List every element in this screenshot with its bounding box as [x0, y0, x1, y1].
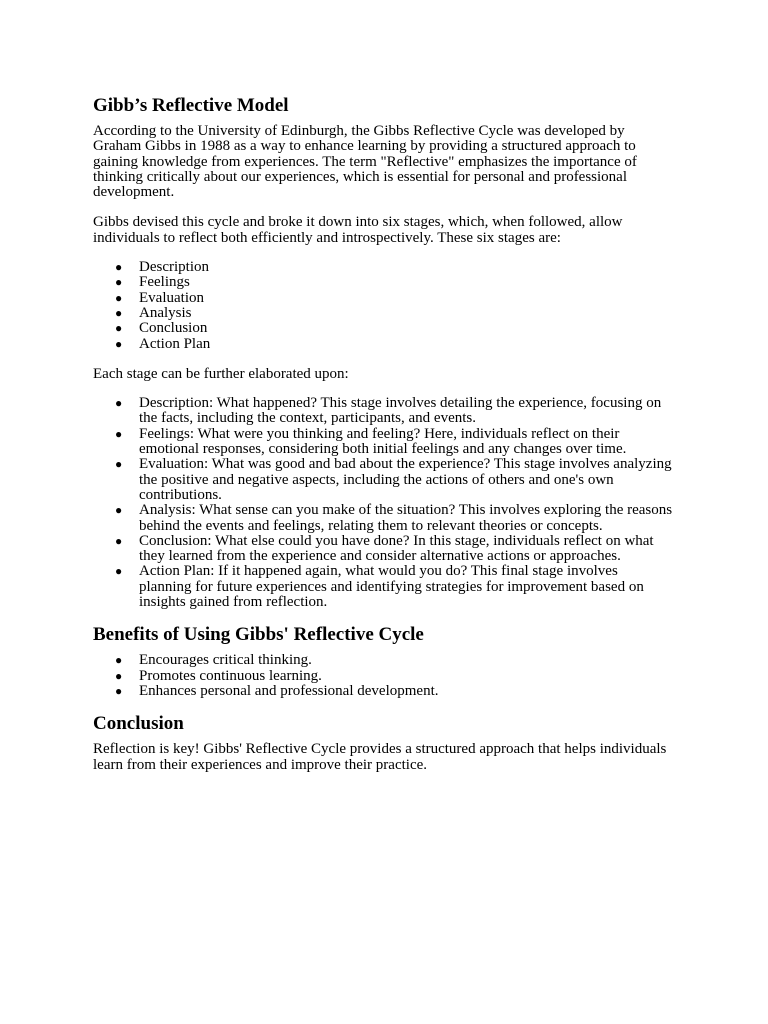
stage-detail-text: Evaluation: What was good and bad about the experience? This stage involves analyzing the positive and negative aspects, including the actions of others and one's own contributions. [139, 456, 672, 503]
stage-details-list [93, 396, 673, 610]
intro-paragraph: According to the University of Edinburgh, the Gibbs Reflective Cycle was developed by Graham Gibbs in 1988 as a way to enhance learning by providing a structured approach to gaining knowledge from experiences. The term "Reflective" emphasizes the importance of thinking critically about our experiences, which is essential for personal and professional development. [93, 123, 637, 201]
bullet-icon: ● [115, 321, 123, 336]
stage-detail-text: Action Plan: If it happened again, what would you do? This final stage involves planning for future experiences and identifying strategies for improvement based on insights gained from reflection. [139, 563, 644, 611]
bullet-icon: ● [115, 503, 123, 518]
bullet-icon: ● [115, 336, 123, 351]
stage-detail-text: Conclusion: What else could you have done? In this stage, individuals reflect on what they learned from the experience and consider alternative actions or approaches. [139, 532, 654, 565]
conclusion-heading: Conclusion [93, 713, 184, 735]
benefits-list [93, 653, 673, 699]
stage-label: Action Plan [139, 335, 211, 352]
list-item [93, 337, 673, 352]
benefits-heading: Benefits of Using Gibbs' Reflective Cycle [93, 624, 424, 646]
bullet-icon: ● [115, 533, 123, 548]
list-item [93, 669, 673, 684]
list-item [93, 684, 673, 699]
list-item [93, 260, 673, 275]
stage-detail-text: Analysis: What sense can you make of the situation? This involves exploring the reasons behind the events and feelings, relating them to relevant theories or concepts. [139, 502, 673, 534]
stage-label: Analysis [139, 304, 192, 321]
stage-label: Conclusion [139, 320, 208, 337]
bullet-icon: ● [115, 653, 123, 668]
bullet-icon: ● [115, 668, 123, 683]
elaboration-intro: Each stage can be further elaborated upon: [93, 365, 349, 382]
conclusion-paragraph: Reflection is key! Gibbs' Reflective Cycle provides a structured approach that helps individuals learn from their experiences and improve their practice. [93, 741, 667, 773]
list-item [93, 534, 673, 565]
bullet-icon: ● [115, 564, 123, 579]
stage-label: Description [139, 259, 209, 276]
list-item [93, 306, 673, 321]
document-page [93, 95, 673, 773]
list-item [93, 503, 673, 534]
stage-label: Feelings [139, 274, 190, 291]
list-item [93, 291, 673, 306]
bullet-icon: ● [115, 260, 123, 275]
list-item [93, 275, 673, 290]
stage-detail-text: Feelings: What were you thinking and feeling? Here, individuals reflect on their emotional responses, considering both initial feelings and any changes over time. [139, 425, 627, 458]
stage-label: Evaluation [139, 289, 204, 306]
bullet-icon: ● [115, 290, 123, 305]
list-item [93, 653, 673, 668]
document-title: Gibb’s Reflective Model [93, 95, 289, 116]
stages-list [93, 260, 673, 352]
bullet-icon: ● [115, 305, 123, 320]
bullet-icon: ● [115, 275, 123, 290]
stage-detail-text: Description: What happened? This stage involves detailing the experience, focusing on the facts, including the context, participants, and events. [139, 395, 662, 427]
stages-paragraph: Gibbs devised this cycle and broke it down into six stages, which, when followed, allow individuals to reflect both efficiently and introspectively. These six stages are: [93, 214, 623, 246]
list-item [93, 564, 673, 610]
benefit-text: Enhances personal and professional development. [139, 682, 439, 699]
benefit-text: Encourages critical thinking. [139, 652, 312, 669]
benefit-text: Promotes continuous learning. [139, 667, 322, 684]
bullet-icon: ● [115, 396, 123, 411]
list-item [93, 457, 673, 503]
list-item [93, 321, 673, 336]
bullet-icon: ● [115, 683, 123, 698]
list-item [93, 427, 673, 458]
bullet-icon: ● [115, 426, 123, 441]
bullet-icon: ● [115, 457, 123, 472]
list-item [93, 396, 673, 427]
